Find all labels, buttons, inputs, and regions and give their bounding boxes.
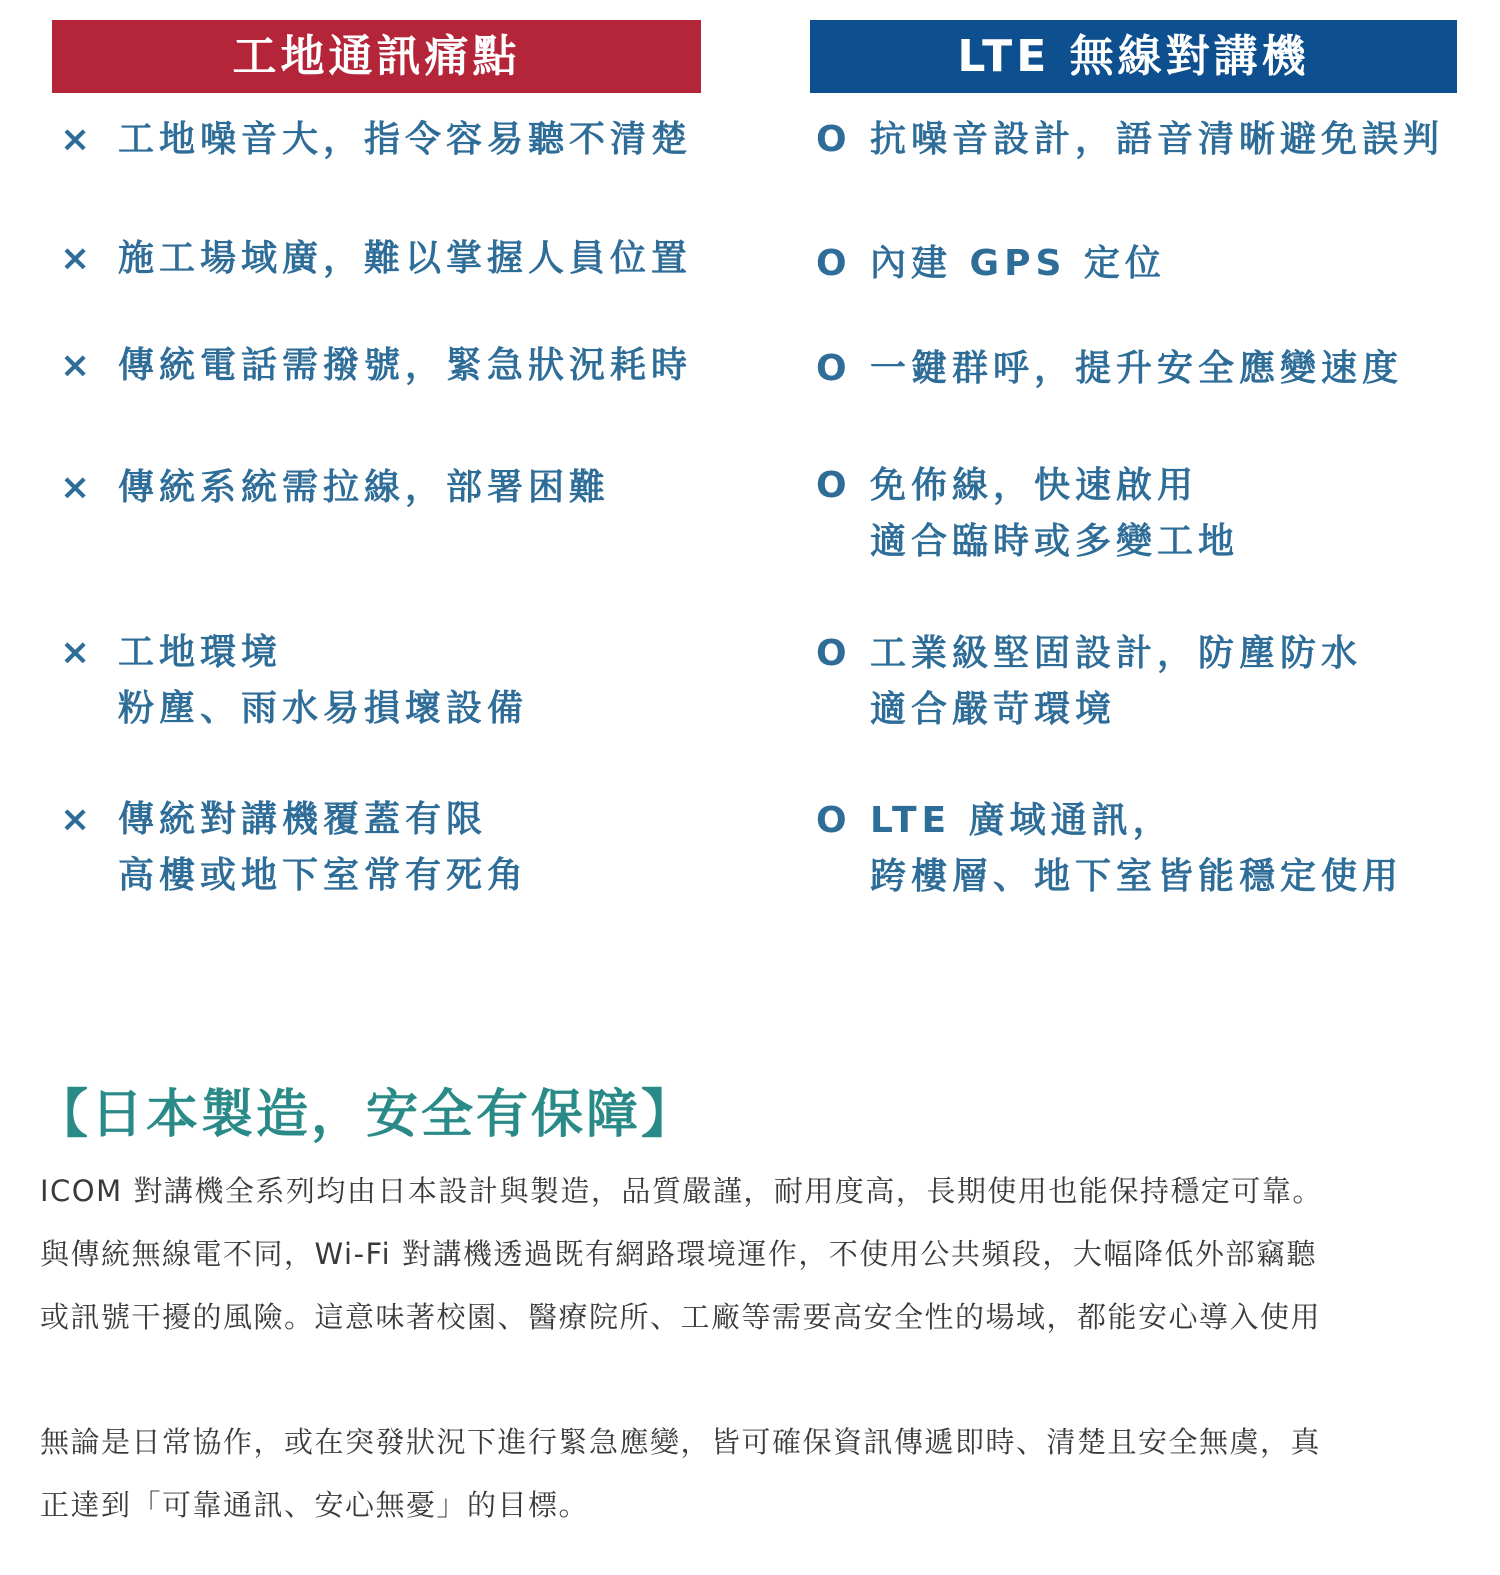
lte-radio-header: LTE 無線對講機 bbox=[810, 20, 1457, 93]
pain-point-text: 施工場域廣，難以掌握人員位置 bbox=[118, 238, 693, 279]
section-title: 【日本製造，安全有保障】 bbox=[36, 1085, 697, 1145]
solution-text: 免佈線，快速啟用 bbox=[870, 465, 1199, 506]
solution-text: 一鍵群呼，提升安全應變速度 bbox=[870, 348, 1404, 389]
cross-icon: × bbox=[60, 345, 91, 386]
solution-text: 跨樓層、地下室皆能穩定使用 bbox=[870, 856, 1404, 897]
cross-icon: × bbox=[60, 119, 91, 160]
pain-points-header: 工地通訊痛點 bbox=[52, 20, 701, 93]
solution-text: 內建 GPS 定位 bbox=[870, 243, 1166, 284]
paragraph-line: 或訊號干擾的風險。這意味著校園、醫療院所、工廠等需要高安全性的場域，都能安心導入使用 bbox=[40, 1300, 1322, 1334]
circle-check-icon: O bbox=[816, 348, 847, 389]
pain-point-text: 傳統系統需拉線，部署困難 bbox=[118, 467, 611, 508]
paragraph-line: 與傳統無線電不同，Wi-Fi 對講機透過既有網路環境運作，不使用公共頻段，大幅降低外部竊聽 bbox=[40, 1237, 1317, 1271]
paragraph-line: 無論是日常協作，或在突發狀況下進行緊急應變，皆可確保資訊傳遞即時、清楚且安全無虞，真 bbox=[40, 1425, 1322, 1459]
cross-icon: × bbox=[60, 238, 91, 279]
paragraph-line: 正達到「可靠通訊、安心無憂」的目標。 bbox=[40, 1488, 590, 1522]
circle-check-icon: O bbox=[816, 243, 847, 284]
solution-text: LTE 廣域通訊， bbox=[870, 800, 1174, 841]
pain-point-text: 工地環境 bbox=[118, 632, 283, 673]
pain-point-text: 高樓或地下室常有死角 bbox=[118, 855, 529, 896]
cross-icon: × bbox=[60, 799, 91, 840]
circle-check-icon: O bbox=[816, 119, 847, 160]
circle-check-icon: O bbox=[816, 465, 847, 506]
cross-icon: × bbox=[60, 632, 91, 673]
solution-text: 抗噪音設計，語音清晰避免誤判 bbox=[870, 119, 1445, 160]
paragraph-reliability bbox=[40, 1411, 1460, 1537]
solution-text: 工業級堅固設計，防塵防水 bbox=[870, 633, 1363, 674]
solution-text: 適合臨時或多變工地 bbox=[870, 521, 1240, 562]
circle-check-icon: O bbox=[816, 800, 847, 841]
pain-point-text: 粉塵、雨水易損壞設備 bbox=[118, 688, 529, 729]
paragraph-line: ICOM 對講機全系列均由日本設計與製造，品質嚴謹，耐用度高，長期使用也能保持穩定可靠。 bbox=[40, 1174, 1323, 1208]
paragraph-made-in-japan bbox=[40, 1160, 1460, 1349]
solution-text: 適合嚴苛環境 bbox=[870, 689, 1117, 730]
pain-point-text: 傳統電話需撥號，緊急狀況耗時 bbox=[118, 345, 693, 386]
circle-check-icon: O bbox=[816, 633, 847, 674]
pain-point-text: 工地噪音大，指令容易聽不清楚 bbox=[118, 119, 693, 160]
cross-icon: × bbox=[60, 467, 91, 508]
pain-point-text: 傳統對講機覆蓋有限 bbox=[118, 799, 488, 840]
